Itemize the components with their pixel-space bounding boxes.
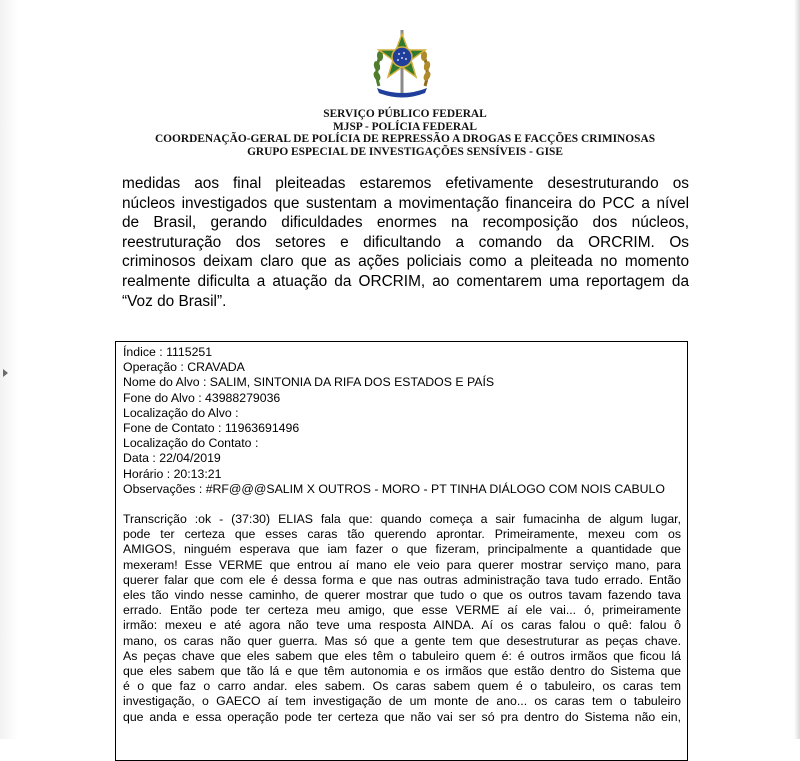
header-line-coordination: COORDENAÇÃO-GERAL DE POLÍCIA DE REPRESSÃO A DROGAS E FACÇÕES CRIMINOSAS xyxy=(154,133,656,146)
transcript-line: é o que faz o carro andar. eles sabem. Os caras sabem quem é o tabuleiro, os caras tem xyxy=(123,679,681,694)
transcript-line: mexeram! Esse VERME que entrou aí mano ele veio para querer mostrar serviço mano, para xyxy=(123,557,681,572)
expand-arrow-icon[interactable] xyxy=(3,369,8,377)
header-line-group: GRUPO ESPECIAL DE INVESTIGAÇÕES SENSÍVEIS - GISE xyxy=(247,145,563,158)
body-line: criminosos deixam claro que as ações policiais como a pleiteada no momento xyxy=(122,253,689,271)
record-time: Horário : 20:13:21 xyxy=(123,466,222,481)
body-line: de Brasil, gerando dificuldades enormes na recomposição dos núcleos, xyxy=(122,214,689,232)
transcript-line: irmão: mexeu e até agora não teve uma resposta AINDA. Aí os caras falou o quê: falou ô xyxy=(123,618,681,633)
transcript-line: AMIGOS, ninguém esperava que iam fazer o que fizeram, principalmente a quantidade que xyxy=(123,542,681,557)
header-line-service: SERVIÇO PÚBLICO FEDERAL xyxy=(323,108,487,120)
coat-of-arms-emblem xyxy=(369,28,435,98)
transcript-line: investigação, o GAECO aí tem investigação de um monte de ano... os caras tem o tabuleiro xyxy=(123,694,681,709)
transcript-line: querer falar que com ele é dessa forma e que nas outras administração tava tudo errado. Então xyxy=(123,572,681,587)
transcript-line: errado. Então pode ter certeza meu amigo, que esse VERME aí ele vai... ó, primeiramente xyxy=(123,603,681,618)
record-target-name: Nome do Alvo : SALIM, SINTONIA DA RIFA DOS ESTADOS E PAÍS xyxy=(123,375,495,390)
body-line: núcleos investigados que sustentam a movimentação financeira do PCC a nível xyxy=(122,194,689,212)
record-target-phone: Fone do Alvo : 43988279036 xyxy=(123,390,281,405)
record-target-location: Localização do Alvo : xyxy=(123,405,239,420)
record-operation: Operação : CRAVADA xyxy=(123,360,245,375)
record-index: Índice : 1115251 xyxy=(123,345,213,359)
body-line: medidas aos final pleiteadas estaremos efetivamente desestruturando os xyxy=(122,175,689,192)
record-observations: Observações : #RF@@@SALIM X OUTROS - MORO - PT TINHA DIÁLOGO COM NOIS CABULO xyxy=(123,481,665,496)
transcript-line: pode ter certeza que esses caras tão querendo aprontar. Primeiramente, mexeu com os xyxy=(123,527,681,542)
transcript-line: As peças chave que eles sabem que eles têm o tabuleiro quem é: é outros irmãos que ficou lá xyxy=(123,648,681,663)
page-right-edge xyxy=(794,0,800,739)
record-date: Data : 22/04/2019 xyxy=(123,451,221,466)
body-paragraph xyxy=(122,174,689,311)
record-contact-phone: Fone de Contato : 11963691496 xyxy=(123,421,300,436)
record-contact-location: Localização do Contato : xyxy=(123,436,259,451)
interception-record xyxy=(115,341,688,761)
transcript-line: Transcrição :ok - (37:30) ELIAS fala que: quando começa a sair fumacinha de algum lugar, xyxy=(123,512,681,527)
record-spacer xyxy=(123,497,681,512)
header-line-ministry: MJSP - POLÍCIA FEDERAL xyxy=(333,120,477,133)
body-line: reestruturação dos setores e dificultando a comando da ORCRIM. Os xyxy=(122,233,689,251)
body-line: realmente dificulta a atuação da ORCRIM, ao comentarem uma reportagem da xyxy=(122,272,689,290)
document-header xyxy=(120,108,690,158)
transcript-line: que eles sabem que tão lá e que têm autonomia e os irmãos que estão dentro do Sistema que xyxy=(123,664,681,679)
body-line: “Voz do Brasil”. xyxy=(122,292,227,310)
transcript-line: eles tão vindo nesse caminho, de querer mostrar que tudo o que os outros tavam fazendo tava xyxy=(123,588,681,603)
transcript-line: mano, os caras não quer guerra. Mas só que a gente tem que desestruturar as peças chave. xyxy=(123,633,681,648)
transcript-line: que anda e essa operação pode ter certeza que não vai ser só pra dentro do Sistema não ein, xyxy=(123,709,681,724)
record-transcript xyxy=(123,512,681,725)
